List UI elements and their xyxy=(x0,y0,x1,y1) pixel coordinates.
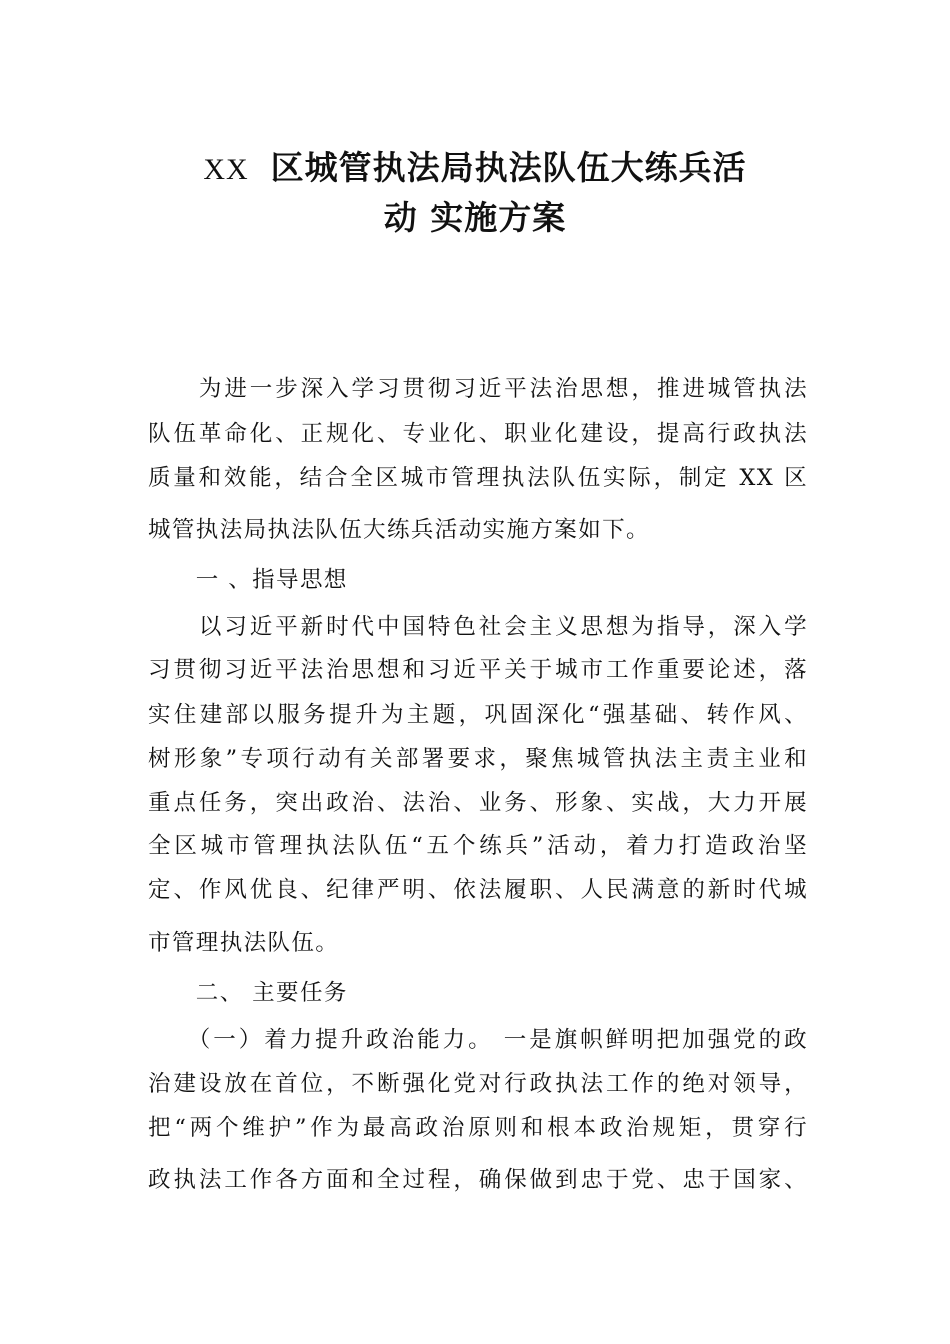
body-line: 全区城市管理执法队伍“五个练兵”活动，着力打造政治坚 xyxy=(148,833,808,859)
body-line: 实住建部以服务提升为主题，巩固深化“强基础、转作风、 xyxy=(148,702,808,728)
body-line: 定、作风优良、纪律严明、依法履职、人民满意的新时代城 xyxy=(148,877,808,903)
document-title-line-1 xyxy=(0,142,950,189)
body-line: 为进一步深入学习贯彻习近平法治思想，推进城管执法 xyxy=(148,376,808,402)
body-line: 市管理执法队伍。 xyxy=(148,930,340,956)
body-line: 树形象”专项行动有关部署要求，聚焦城管执法主责主业和 xyxy=(148,746,808,772)
section-heading: 二、 主要任务 xyxy=(148,980,348,1006)
body-line: 政执法工作各方面和全过程，确保做到忠于党、忠于国家、 xyxy=(148,1167,808,1193)
body-line: 质量和效能，结合全区城市管理执法队伍实际，制定 XX 区 xyxy=(148,465,808,491)
body-line: 以习近平新时代中国特色社会主义思想为指导，深入学 xyxy=(148,614,808,640)
body-line: 城管执法局执法队伍大练兵活动实施方案如下。 xyxy=(148,517,650,543)
body-line: 治建设放在首位，不断强化党对行政执法工作的绝对领导， xyxy=(148,1071,808,1097)
document-title-line-2: 动 实施方案 xyxy=(383,198,567,237)
section-heading: 一 、指导思想 xyxy=(148,567,348,593)
title-prefix: XX xyxy=(203,153,249,186)
body-line: 重点任务，突出政治、法治、业务、形象、实战，大力开展 xyxy=(148,790,808,816)
body-line: 把“两个维护”作为最高政治原则和根本政治规矩，贯穿行 xyxy=(148,1115,808,1141)
body-line: 习贯彻习近平法治思想和习近平关于城市工作重要论述，落 xyxy=(148,657,808,683)
title-text: 区城管执法局执法队伍大练兵活 xyxy=(270,148,747,187)
body-line: 队伍革命化、正规化、专业化、职业化建设，提高行政执法 xyxy=(148,421,808,447)
body-line: （一）着力提升政治能力。 一是旗帜鲜明把加强党的政 xyxy=(148,1027,808,1053)
